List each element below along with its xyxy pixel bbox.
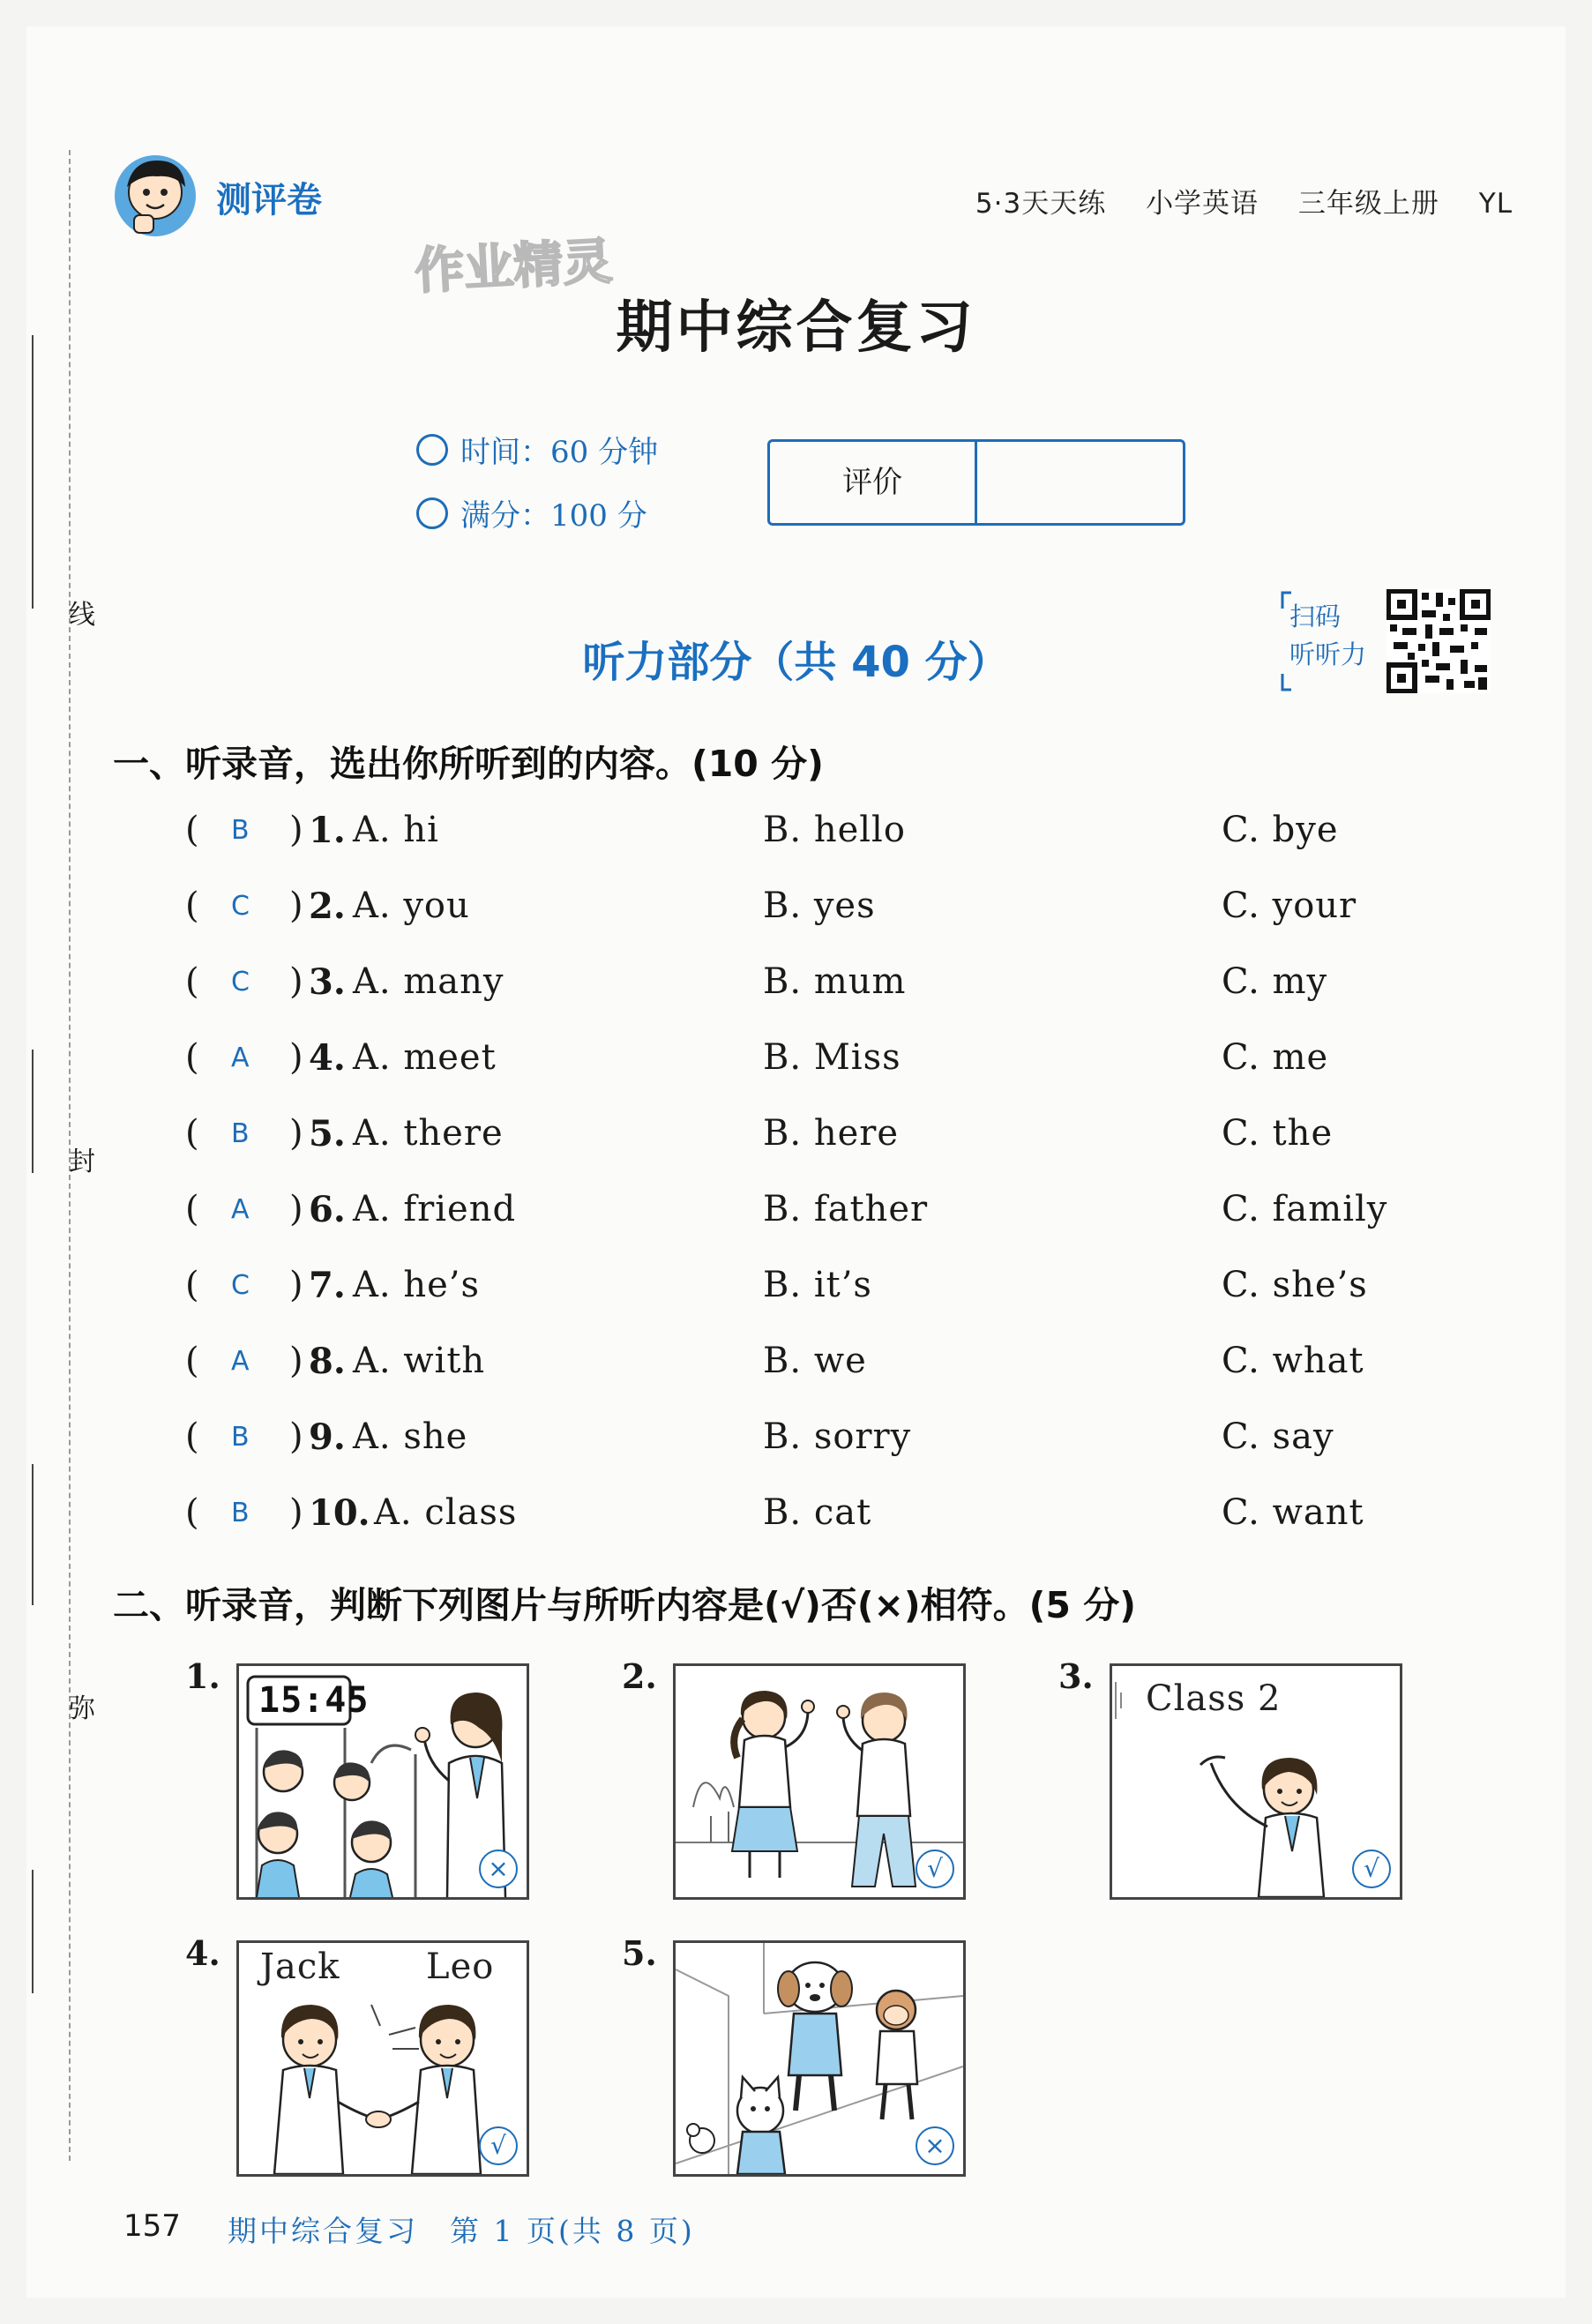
close-paren: ) <box>289 886 303 926</box>
edition-code: YL <box>1478 188 1513 220</box>
binding-name-line <box>32 1464 34 1605</box>
question-row <box>185 1492 1420 1545</box>
footer-text: 期中综合复习 第 1 页(共 8 页) <box>228 2214 695 2248</box>
option-b: B. we <box>763 1341 867 1381</box>
name-label-left: Jack <box>260 1947 340 1987</box>
option-a: A. many <box>353 961 505 1002</box>
page-number: 157 <box>123 2208 181 2244</box>
answer-mark: × <box>479 1849 518 1888</box>
answer-blank[interactable]: A <box>231 1346 250 1377</box>
picture-number: 1. <box>185 1656 220 1696</box>
binding-name-line <box>32 335 34 609</box>
clock-icon <box>416 434 448 466</box>
question-number: 8. <box>309 1341 346 1382</box>
close-paren: ) <box>289 961 303 1002</box>
question-row <box>185 1265 1420 1318</box>
close-paren: ) <box>289 1492 303 1533</box>
question-number: 9. <box>309 1416 346 1458</box>
close-paren: ) <box>289 1416 303 1457</box>
question-row <box>185 810 1420 863</box>
picture-1 <box>236 1663 529 1900</box>
option-b: B. hello <box>763 810 906 850</box>
close-paren: ) <box>289 1037 303 1078</box>
picture-5 <box>673 1940 966 2177</box>
boy-mascot-icon <box>111 148 199 240</box>
option-b: B. father <box>763 1189 929 1229</box>
option-a: A. there <box>353 1113 504 1154</box>
answer-mark: √ <box>479 2126 518 2165</box>
open-paren: ( <box>185 1492 199 1533</box>
question-row <box>185 1113 1420 1166</box>
question-row <box>185 1341 1420 1394</box>
picture-2 <box>673 1663 966 1900</box>
binding-char: 封 <box>69 1147 95 1177</box>
option-c: C. want <box>1222 1492 1364 1533</box>
option-a: A. hi <box>353 810 439 850</box>
watermark: 作业精灵 <box>413 233 614 301</box>
picture-3 <box>1110 1663 1402 1900</box>
time-text: 时间：60 分钟 <box>460 435 659 470</box>
option-b: B. Miss <box>763 1037 901 1078</box>
option-a: A. class <box>374 1492 518 1533</box>
close-paren: ) <box>289 1265 303 1305</box>
open-paren: ( <box>185 1189 199 1229</box>
scan-text <box>1289 598 1366 674</box>
question-row <box>185 961 1420 1014</box>
answer-blank[interactable]: B <box>231 1422 250 1453</box>
open-paren: ( <box>185 886 199 926</box>
close-paren: ) <box>289 1189 303 1229</box>
question-row <box>185 886 1420 938</box>
answer-blank[interactable]: A <box>231 1042 250 1073</box>
scan-line-1: 扫码 <box>1289 602 1342 631</box>
option-c: C. my <box>1222 961 1328 1002</box>
book-header <box>945 181 1513 220</box>
grade-name: 三年级上册 <box>1297 188 1439 220</box>
open-paren: ( <box>185 1265 199 1305</box>
check-icon <box>416 497 448 529</box>
score-info <box>416 491 647 534</box>
question-number: 1. <box>309 810 346 851</box>
answer-blank[interactable]: C <box>231 967 250 998</box>
answer-blank[interactable]: C <box>231 1270 250 1301</box>
option-c: C. your <box>1222 886 1357 926</box>
answer-mark: × <box>916 2126 954 2165</box>
picture-number: 3. <box>1058 1656 1094 1696</box>
option-b: B. here <box>763 1113 900 1154</box>
open-paren: ( <box>185 1113 199 1154</box>
option-a: A. you <box>353 886 470 926</box>
close-paren: ) <box>289 810 303 850</box>
answer-blank[interactable]: A <box>231 1194 250 1225</box>
picture-number: 4. <box>185 1933 220 1973</box>
rating-value-cell[interactable] <box>975 442 1179 523</box>
question-number: 10. <box>309 1492 370 1534</box>
option-a: A. he’s <box>353 1265 480 1305</box>
option-b: B. cat <box>763 1492 872 1533</box>
option-c: C. me <box>1222 1037 1329 1078</box>
badge-label: 测评卷 <box>216 180 322 220</box>
qr-code-icon[interactable] <box>1386 589 1491 693</box>
option-b: B. it’s <box>763 1265 872 1305</box>
scan-line-2: 听听力 <box>1289 639 1367 669</box>
question-number: 6. <box>309 1189 346 1230</box>
clock-display: 15:45 <box>258 1680 370 1721</box>
page-title: 期中综合复习 <box>616 295 976 361</box>
option-a: A. meet <box>353 1037 497 1078</box>
answer-blank[interactable]: B <box>231 815 250 846</box>
book-name: 5·3天天练 <box>975 188 1107 220</box>
open-paren: ( <box>185 1416 199 1457</box>
picture-number: 5. <box>622 1933 657 1973</box>
answer-mark: √ <box>1352 1849 1391 1888</box>
option-c: C. bye <box>1222 810 1339 850</box>
scan-prompt <box>1279 589 1374 693</box>
answer-blank[interactable]: C <box>231 891 250 922</box>
question-number: 7. <box>309 1265 346 1306</box>
picture-number: 2. <box>622 1656 657 1696</box>
time-info <box>416 428 658 471</box>
open-paren: ( <box>185 961 199 1002</box>
rating-label: 评价 <box>770 442 977 523</box>
option-c: C. what <box>1222 1341 1364 1381</box>
close-paren: ) <box>289 1341 303 1381</box>
option-c: C. she’s <box>1222 1265 1368 1305</box>
option-a: A. she <box>353 1416 468 1457</box>
option-a: A. with <box>353 1341 486 1381</box>
option-c: C. say <box>1222 1416 1334 1457</box>
picture-4 <box>236 1940 529 2177</box>
option-b: B. mum <box>763 961 907 1002</box>
question-row <box>185 1037 1420 1090</box>
open-paren: ( <box>185 810 199 850</box>
q2-heading: 二、听录音，判断下列图片与所听内容是(√)否(×)相符。(5 分) <box>113 1584 1136 1626</box>
question-row <box>185 1189 1420 1242</box>
option-a: A. friend <box>353 1189 517 1229</box>
subject-name: 小学英语 <box>1146 188 1259 220</box>
question-number: 2. <box>309 886 346 927</box>
option-c: C. the <box>1222 1113 1334 1154</box>
option-b: B. yes <box>763 886 876 926</box>
answer-blank[interactable]: B <box>231 1498 250 1528</box>
binding-char: 弥 <box>69 1693 95 1724</box>
question-number: 4. <box>309 1037 346 1079</box>
option-c: C. family <box>1222 1189 1388 1229</box>
question-number: 5. <box>309 1113 346 1155</box>
binding-name-line <box>32 1870 34 1993</box>
class-sign: Class 2 <box>1146 1678 1282 1719</box>
open-paren: ( <box>185 1037 199 1078</box>
q1-heading: 一、听录音，选出你所听到的内容。(10 分) <box>113 743 824 785</box>
binding-name-line <box>32 1050 34 1173</box>
answer-blank[interactable]: B <box>231 1118 250 1149</box>
question-row <box>185 1416 1420 1469</box>
name-label-right: Leo <box>426 1947 495 1987</box>
answer-mark: √ <box>916 1849 954 1888</box>
rating-box <box>767 439 1185 526</box>
question-number: 3. <box>309 961 346 1003</box>
option-b: B. sorry <box>763 1416 912 1457</box>
score-text: 满分：100 分 <box>460 498 647 534</box>
close-paren: ) <box>289 1113 303 1154</box>
open-paren: ( <box>185 1341 199 1381</box>
binding-char: 线 <box>69 600 95 631</box>
section-title: 听力部分（共 40 分） <box>582 638 1010 687</box>
